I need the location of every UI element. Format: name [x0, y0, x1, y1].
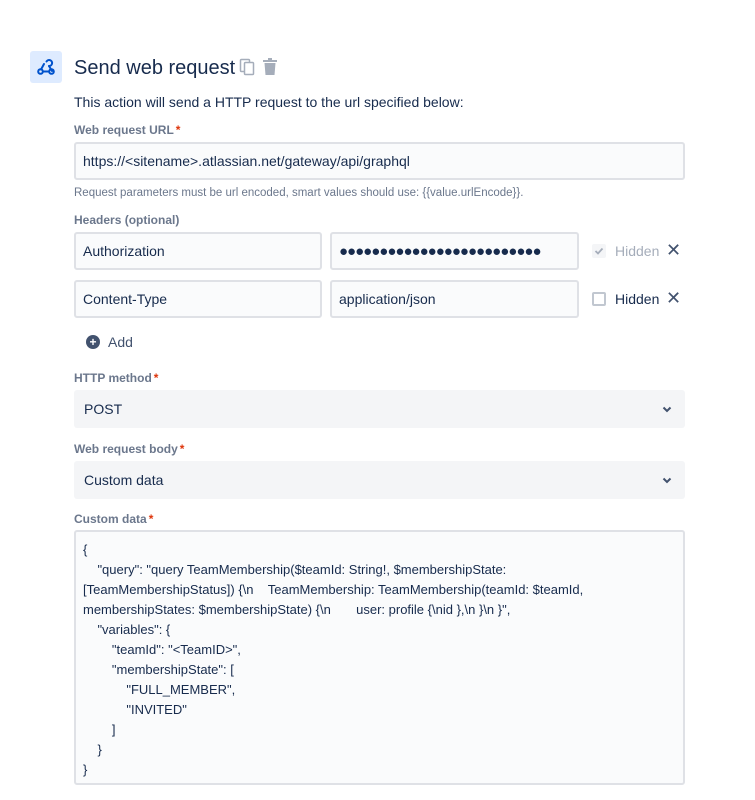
chevron-down-icon: [661, 403, 673, 415]
headers-label: Headers (optional): [74, 213, 180, 227]
remove-header-icon[interactable]: ✕: [666, 240, 682, 260]
header-value-input[interactable]: [330, 232, 579, 270]
http-method-label: [74, 370, 158, 386]
header-name-input[interactable]: [74, 232, 322, 270]
url-label: [74, 122, 180, 138]
code-line: }: [83, 762, 88, 777]
web-request-body-value: Custom data: [84, 472, 164, 488]
webhook-icon: [30, 51, 62, 83]
web-request-body-label-text: Web request body: [74, 442, 178, 456]
trash-icon[interactable]: [262, 58, 278, 81]
header-name-value: Content-Type: [83, 291, 168, 307]
hidden-label: Hidden: [615, 291, 660, 307]
hidden-checkbox[interactable]: [592, 244, 606, 258]
chevron-down-icon: [661, 474, 673, 486]
custom-data-textarea[interactable]: [74, 530, 685, 785]
plus-icon: +: [86, 335, 100, 349]
header-value-masked: ●●●●●●●●●●●●●●●●●●●●●●●●●: [339, 242, 541, 260]
header-value-input[interactable]: [330, 280, 579, 318]
http-method-select[interactable]: [74, 390, 685, 428]
hidden-label: Hidden: [615, 243, 660, 259]
hidden-checkbox[interactable]: [592, 292, 606, 306]
web-request-body-select[interactable]: [74, 461, 685, 499]
code-line: "variables": {: [83, 622, 171, 637]
action-title: Send web request: [74, 57, 236, 79]
url-helper-text: Request parameters must be url encoded, smart values should use: {{value.urlEncode}}.: [74, 187, 524, 199]
required-mark: *: [153, 371, 159, 385]
url-input[interactable]: [74, 142, 685, 180]
check-icon: [594, 246, 604, 256]
url-label-text: Web request URL: [74, 123, 174, 137]
code-line: "FULL_MEMBER",: [83, 682, 236, 697]
code-line: "membershipState": [: [83, 662, 234, 677]
code-line: "INVITED": [83, 702, 187, 717]
code-line: ]: [83, 722, 116, 737]
action-description: This action will send a HTTP request to the url specified below:: [74, 94, 464, 110]
code-line: membershipStates: $membershipState) {\n user: profile {\nid },\n }\n }",: [83, 602, 511, 617]
code-line: "query": "query TeamMembership($teamId: String!, $membershipState:: [83, 562, 507, 577]
add-header-button[interactable]: [86, 334, 133, 350]
required-mark: *: [179, 442, 185, 456]
header-name-input[interactable]: [74, 280, 322, 318]
http-method-value: POST: [84, 401, 123, 417]
web-request-body-label: [74, 441, 184, 457]
required-mark: *: [175, 123, 181, 137]
copy-icon[interactable]: [239, 58, 255, 81]
url-input-value: https://<sitename>.atlassian.net/gateway/api/graphql: [83, 153, 410, 169]
custom-data-label-text: Custom data: [74, 512, 147, 526]
remove-header-icon[interactable]: ✕: [666, 288, 682, 308]
header-name-value: Authorization: [83, 243, 165, 259]
code-line: [TeamMembershipStatus]) {\n TeamMembership: TeamMembership(teamId: $teamId,: [83, 582, 584, 597]
custom-data-label: [74, 511, 153, 527]
add-header-label: Add: [108, 334, 133, 350]
required-mark: *: [148, 512, 154, 526]
code-line: }: [83, 742, 102, 757]
code-line: {: [83, 542, 88, 557]
http-method-label-text: HTTP method: [74, 371, 152, 385]
header-value-text: application/json: [339, 291, 436, 307]
code-line: "teamId": "<TeamID>",: [83, 642, 241, 657]
